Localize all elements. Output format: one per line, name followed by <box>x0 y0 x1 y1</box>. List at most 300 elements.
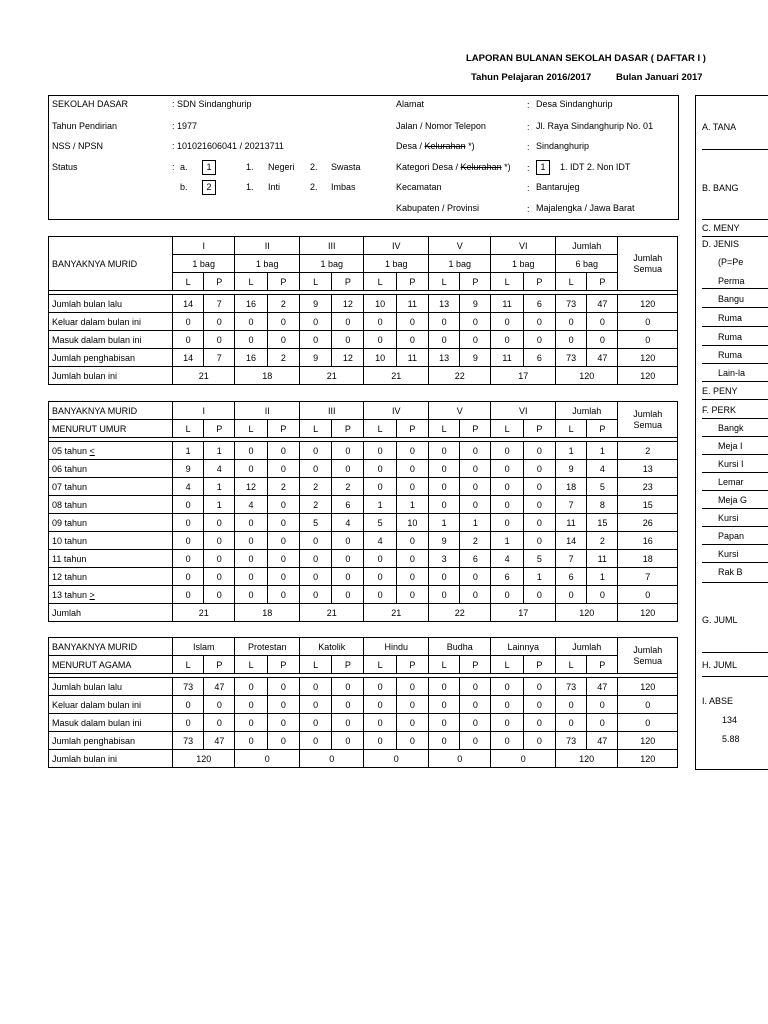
info-label: Tahun Pendirian <box>52 121 118 131</box>
table-cell: 0 <box>299 532 331 550</box>
table-cell: 7 <box>618 568 678 586</box>
table-cell: 0 <box>235 586 267 604</box>
table-cell: 0 <box>235 313 267 331</box>
table-cell: 11 <box>587 550 618 568</box>
row-label: 06 tahun <box>49 460 173 478</box>
religion-header: Jumlah <box>555 638 617 656</box>
info-value: 1. IDT 2. Non IDT <box>560 162 631 172</box>
table-cell: 0 <box>364 442 396 460</box>
table-cell: 0 <box>267 678 299 696</box>
table-cell: 0 <box>523 514 555 532</box>
table-cell: 1 <box>204 478 235 496</box>
total-cell: 22 <box>428 604 490 622</box>
table-cell: 13 <box>618 460 678 478</box>
table-cell: 0 <box>491 496 523 514</box>
table-cell: 18 <box>555 478 586 496</box>
table-cell: 0 <box>491 586 523 604</box>
lp-header-row <box>49 656 678 674</box>
table-cell: 1 <box>204 496 235 514</box>
table-cell: 0 <box>491 696 523 714</box>
total-header: Jumlah Semua <box>618 402 678 438</box>
furniture-item: Kursi <box>718 513 739 523</box>
row-label: Keluar dalam bulan ini <box>49 313 173 331</box>
table-row <box>49 349 678 367</box>
info-value: Jl. Raya Sindanghurip No. 01 <box>536 121 654 131</box>
l-header: L <box>235 656 267 674</box>
table-cell: 0 <box>204 532 235 550</box>
info-label: Alamat <box>396 99 425 109</box>
total-cell: 17 <box>491 367 556 385</box>
building-item: Bangu <box>718 294 745 304</box>
status-b-label: b. <box>180 182 188 192</box>
total-cell: 17 <box>491 604 556 622</box>
status-option: Negeri <box>268 162 295 172</box>
table-cell: 0 <box>396 550 428 568</box>
table-cell: 1 <box>364 496 396 514</box>
table-cell: 0 <box>267 696 299 714</box>
row-label: Jumlah bulan lalu <box>49 295 173 313</box>
facilities-panel <box>695 95 768 770</box>
info-value: Majalengka / Jawa Barat <box>536 203 635 213</box>
table-cell: 1 <box>428 514 459 532</box>
table-cell: 0 <box>396 478 428 496</box>
building-item: Ruma <box>718 350 743 360</box>
table-cell: 7 <box>555 550 586 568</box>
table-cell: 120 <box>618 678 678 696</box>
table-cell: 0 <box>235 460 267 478</box>
p-header: P <box>204 420 235 438</box>
table-cell: 13 <box>428 349 459 367</box>
table-cell: 5 <box>299 514 331 532</box>
status-option: Imbas <box>331 182 356 192</box>
class-header: I <box>172 402 234 420</box>
total-row <box>49 367 678 385</box>
table-cell: 0 <box>491 732 523 750</box>
table-title: BANYAKNYA MURID <box>49 402 173 420</box>
table-cell: 0 <box>332 714 364 732</box>
table-cell: 0 <box>396 586 428 604</box>
table-cell: 0 <box>523 496 555 514</box>
status-a-label: a. <box>180 162 188 172</box>
table-cell: 0 <box>332 313 364 331</box>
table-cell: 0 <box>618 696 678 714</box>
students-by-class-table <box>48 236 678 385</box>
table-cell: 0 <box>523 442 555 460</box>
total-cell: 21 <box>364 367 429 385</box>
table-cell: 0 <box>364 696 396 714</box>
table-cell: 0 <box>523 678 555 696</box>
village-category-box: 1 <box>536 160 550 175</box>
total-cell: 0 <box>299 750 364 768</box>
table-cell: 0 <box>460 460 491 478</box>
table-cell: 0 <box>587 313 618 331</box>
bag-count: 1 bag <box>428 255 490 273</box>
p-header: P <box>460 273 491 291</box>
section-d-sub: (P=Pe <box>718 257 744 267</box>
row-label: 10 tahun <box>49 532 173 550</box>
table-cell: 1 <box>172 442 203 460</box>
l-header: L <box>555 656 586 674</box>
total-cell: 22 <box>428 367 490 385</box>
table-cell: 0 <box>491 678 523 696</box>
table-cell: 12 <box>332 349 364 367</box>
table-cell: 73 <box>172 678 203 696</box>
row-label: 09 tahun <box>49 514 173 532</box>
l-header: L <box>491 420 523 438</box>
row-label: 12 tahun <box>49 568 173 586</box>
row-label: 05 tahun < <box>49 442 173 460</box>
total-cell: 120 <box>618 367 678 385</box>
class-header: V <box>428 402 490 420</box>
l-header: L <box>235 420 267 438</box>
info-colon: : <box>527 100 530 110</box>
p-header: P <box>267 420 299 438</box>
info-label: Jalan / Nomor Telepon <box>396 121 486 131</box>
total-cell: 120 <box>555 750 617 768</box>
school-year: Tahun Pelajaran 2016/2017 <box>471 72 592 83</box>
table-cell: 16 <box>235 295 267 313</box>
class-header: IV <box>364 237 429 255</box>
religion-header: Budha <box>428 638 490 656</box>
row-label: 13 tahun > <box>49 586 173 604</box>
table-cell: 0 <box>267 313 299 331</box>
table-cell: 2 <box>332 478 364 496</box>
p-header: P <box>523 420 555 438</box>
table-cell: 0 <box>235 442 267 460</box>
table-cell: 1 <box>396 496 428 514</box>
l-header: L <box>555 420 586 438</box>
table-cell: 11 <box>396 349 428 367</box>
info-colon: : <box>527 163 530 173</box>
table-cell: 0 <box>332 568 364 586</box>
table-cell: 15 <box>587 514 618 532</box>
table-cell: 0 <box>332 696 364 714</box>
table-row <box>49 568 678 586</box>
l-header: L <box>428 273 459 291</box>
table-cell: 0 <box>491 442 523 460</box>
table-cell: 0 <box>172 331 203 349</box>
table-cell: 0 <box>460 442 491 460</box>
table-cell: 11 <box>491 295 523 313</box>
table-cell: 0 <box>428 568 459 586</box>
total-cell: 21 <box>172 604 234 622</box>
total-header: Jumlah Semua <box>618 237 678 291</box>
section-c-label: C. MENY <box>702 223 740 233</box>
report-month: Bulan Januari 2017 <box>616 72 703 83</box>
table-cell: 0 <box>587 696 618 714</box>
table-cell: 0 <box>618 313 678 331</box>
table-cell: 0 <box>491 313 523 331</box>
row-label: Masuk dalam bulan ini <box>49 714 173 732</box>
table-cell: 4 <box>364 532 396 550</box>
l-header: L <box>299 420 331 438</box>
table-cell: 0 <box>364 732 396 750</box>
table-cell: 0 <box>364 550 396 568</box>
table-cell: 0 <box>332 460 364 478</box>
total-cell: 0 <box>235 750 300 768</box>
table-cell: 0 <box>332 732 364 750</box>
table-cell: 0 <box>364 478 396 496</box>
table-cell: 0 <box>172 313 203 331</box>
table-cell: 16 <box>618 532 678 550</box>
info-colon: : <box>527 122 530 132</box>
table-cell: 0 <box>396 532 428 550</box>
p-header: P <box>396 420 428 438</box>
info-value: : 101021606041 / 20213711 <box>172 141 284 151</box>
table-row <box>49 586 678 604</box>
info-label: NSS / NPSN <box>52 141 104 151</box>
table-cell: 0 <box>523 478 555 496</box>
table-cell: 0 <box>428 696 459 714</box>
table-cell: 4 <box>235 496 267 514</box>
table-cell: 0 <box>428 732 459 750</box>
l-header: L <box>172 273 203 291</box>
info-value: Desa Sindanghurip <box>536 99 613 109</box>
table-cell: 6 <box>523 295 555 313</box>
bag-count: 1 bag <box>364 255 429 273</box>
l-header: L <box>428 656 459 674</box>
table-cell: 0 <box>299 550 331 568</box>
absence-value: 5.88 <box>722 734 740 744</box>
table-cell: 10 <box>364 349 396 367</box>
bag-count: 1 bag <box>299 255 364 273</box>
table-row <box>49 732 678 750</box>
table-cell: 2 <box>299 478 331 496</box>
status-option: 2. <box>310 162 318 172</box>
table-cell: 5 <box>587 478 618 496</box>
table-cell: 14 <box>555 532 586 550</box>
p-header: P <box>523 656 555 674</box>
section-g-label: G. JUML <box>702 615 738 625</box>
table-cell: 0 <box>428 478 459 496</box>
table-cell: 1 <box>523 568 555 586</box>
table-row <box>49 532 678 550</box>
table-cell: 6 <box>523 349 555 367</box>
table-cell: 0 <box>460 696 491 714</box>
table-cell: 0 <box>587 586 618 604</box>
table-cell: 0 <box>172 514 203 532</box>
p-header: P <box>460 420 491 438</box>
table-cell: 120 <box>618 295 678 313</box>
table-cell: 4 <box>587 460 618 478</box>
table-cell: 0 <box>172 696 203 714</box>
religion-header: Katolik <box>299 638 364 656</box>
table-cell: 11 <box>491 349 523 367</box>
table-cell: 0 <box>267 442 299 460</box>
total-row <box>49 604 678 622</box>
table-cell: 11 <box>396 295 428 313</box>
table-cell: 0 <box>460 586 491 604</box>
total-cell: 0 <box>364 750 429 768</box>
table-cell: 0 <box>428 313 459 331</box>
table-cell: 0 <box>491 514 523 532</box>
table-subtitle: MENURUT UMUR <box>49 420 173 438</box>
total-cell: 120 <box>555 604 617 622</box>
table-cell: 0 <box>364 714 396 732</box>
table-cell: 13 <box>428 295 459 313</box>
students-by-age-table <box>48 401 678 622</box>
status-option: Inti <box>268 182 281 192</box>
class-header: II <box>235 237 300 255</box>
religion-header: Islam <box>172 638 234 656</box>
table-title: BANYAKNYA MURID <box>49 638 173 656</box>
table-cell: 6 <box>555 568 586 586</box>
table-cell: 0 <box>267 460 299 478</box>
table-cell: 1 <box>460 514 491 532</box>
table-cell: 0 <box>204 331 235 349</box>
table-row <box>49 313 678 331</box>
p-header: P <box>587 656 618 674</box>
total-cell: 21 <box>299 367 364 385</box>
table-cell: 15 <box>618 496 678 514</box>
table-cell: 2 <box>618 442 678 460</box>
table-cell: 0 <box>460 313 491 331</box>
table-cell: 0 <box>396 331 428 349</box>
religion-header: Protestan <box>235 638 300 656</box>
class-header: II <box>235 402 300 420</box>
absence-value: 134 <box>722 715 738 725</box>
table-cell: 8 <box>587 496 618 514</box>
table-cell: 2 <box>267 478 299 496</box>
table-cell: 10 <box>396 514 428 532</box>
status-option: Swasta <box>331 162 361 172</box>
section-h-label: H. JUML <box>702 660 738 670</box>
table-cell: 0 <box>364 313 396 331</box>
table-cell: 2 <box>267 349 299 367</box>
table-cell: 0 <box>618 586 678 604</box>
status-a-box: 1 <box>202 160 216 175</box>
table-cell: 4 <box>332 514 364 532</box>
table-row <box>49 460 678 478</box>
row-label: Jumlah penghabisan <box>49 349 173 367</box>
total-cell: 120 <box>618 750 678 768</box>
total-cell: 21 <box>364 604 429 622</box>
table-row <box>49 550 678 568</box>
row-label: Masuk dalam bulan ini <box>49 331 173 349</box>
total-cell: 120 <box>555 367 617 385</box>
furniture-item: Bangk <box>718 423 744 433</box>
info-label: Kabupaten / Provinsi <box>396 203 480 213</box>
row-label: Jumlah bulan ini <box>49 750 173 768</box>
table-cell: 0 <box>428 496 459 514</box>
table-cell: 1 <box>587 568 618 586</box>
furniture-item: Rak B <box>718 567 743 577</box>
class-header: I <box>172 237 234 255</box>
table-cell: 0 <box>267 532 299 550</box>
info-value: : SDN Sindanghurip <box>172 99 252 109</box>
table-cell: 0 <box>204 514 235 532</box>
table-cell: 0 <box>460 678 491 696</box>
info-value: Bantarujeg <box>536 182 580 192</box>
table-cell: 0 <box>428 586 459 604</box>
table-cell: 0 <box>396 313 428 331</box>
table-cell: 1 <box>555 442 586 460</box>
table-cell: 120 <box>618 349 678 367</box>
table-cell: 73 <box>555 295 586 313</box>
table-cell: 0 <box>491 331 523 349</box>
section-i-label: I. ABSE <box>702 696 734 706</box>
total-cell: 0 <box>428 750 490 768</box>
table-cell: 5 <box>523 550 555 568</box>
l-header: L <box>299 656 331 674</box>
table-cell: 2 <box>299 496 331 514</box>
table-cell: 0 <box>204 714 235 732</box>
table-cell: 0 <box>396 696 428 714</box>
row-label: Jumlah <box>49 604 173 622</box>
table-cell: 0 <box>555 331 586 349</box>
table-cell: 0 <box>172 532 203 550</box>
row-label: Jumlah bulan lalu <box>49 678 173 696</box>
status-option: 1. <box>246 162 254 172</box>
bag-count: 1 bag <box>172 255 234 273</box>
table-cell: 14 <box>172 295 203 313</box>
table-cell: 12 <box>332 295 364 313</box>
table-cell: 9 <box>428 532 459 550</box>
table-cell: 0 <box>299 568 331 586</box>
table-cell: 0 <box>555 696 586 714</box>
class-header: Jumlah <box>555 237 617 255</box>
furniture-item: Meja G <box>718 495 748 505</box>
l-header: L <box>172 656 203 674</box>
table-cell: 0 <box>235 550 267 568</box>
table-cell: 2 <box>587 532 618 550</box>
table-cell: 0 <box>523 331 555 349</box>
p-header: P <box>267 273 299 291</box>
table-cell: 0 <box>204 568 235 586</box>
table-cell: 0 <box>396 732 428 750</box>
table-cell: 47 <box>587 295 618 313</box>
table-cell: 0 <box>364 568 396 586</box>
table-row <box>49 496 678 514</box>
class-header: III <box>299 237 364 255</box>
table-cell: 4 <box>172 478 203 496</box>
table-cell: 47 <box>587 732 618 750</box>
table-cell: 0 <box>332 331 364 349</box>
p-header: P <box>332 273 364 291</box>
table-cell: 7 <box>555 496 586 514</box>
table-row <box>49 295 678 313</box>
class-header: VI <box>491 402 556 420</box>
table-cell: 0 <box>396 714 428 732</box>
l-header: L <box>491 273 523 291</box>
table-cell: 0 <box>460 732 491 750</box>
table-cell: 0 <box>235 732 267 750</box>
row-label: Jumlah penghabisan <box>49 732 173 750</box>
table-cell: 0 <box>460 331 491 349</box>
table-cell: 0 <box>267 586 299 604</box>
class-header: V <box>428 237 490 255</box>
info-label: Status <box>52 162 78 172</box>
table-cell: 0 <box>299 732 331 750</box>
school-info-box <box>48 95 679 220</box>
table-cell: 0 <box>364 331 396 349</box>
table-cell: 0 <box>204 550 235 568</box>
info-label: Desa / Kelurahan *) <box>396 141 475 151</box>
table-row <box>49 696 678 714</box>
table-row <box>49 478 678 496</box>
table-cell: 0 <box>555 586 586 604</box>
table-cell: 0 <box>332 550 364 568</box>
table-cell: 0 <box>523 586 555 604</box>
info-label: Kategori Desa / Kelurahan *) <box>396 162 511 172</box>
building-item: Ruma <box>718 332 743 342</box>
table-cell: 0 <box>460 496 491 514</box>
table-cell: 23 <box>618 478 678 496</box>
table-cell: 0 <box>235 331 267 349</box>
table-cell: 0 <box>299 460 331 478</box>
table-cell: 0 <box>235 714 267 732</box>
table-cell: 9 <box>460 295 491 313</box>
